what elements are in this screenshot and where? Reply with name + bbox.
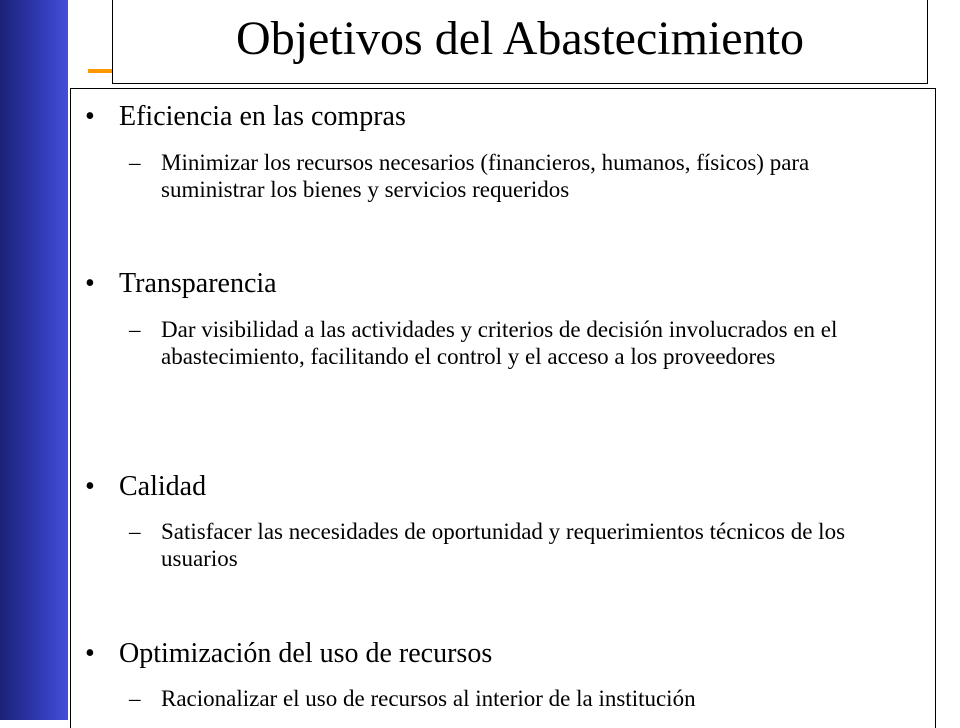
bullet-mark: • <box>85 268 95 299</box>
sub-bullet-text: Minimizar los recursos necesarios (financieros, humanos, físicos) para suministrar los bienes y servicios requeridos <box>161 150 810 202</box>
left-decorative-band <box>0 0 68 720</box>
bullet-mark: • <box>85 471 95 502</box>
dash-mark: – <box>129 519 141 544</box>
bullet-heading: Transparencia <box>119 268 277 299</box>
sub-bullet-text: Dar visibilidad a las actividades y criterios de decisión involucrados en el abastecimiento, facilitando el control y el acceso a los proveedores <box>161 317 838 369</box>
slide-title: Objetivos del Abastecimiento <box>236 12 804 65</box>
dash-mark: – <box>129 317 141 342</box>
content-box <box>70 88 936 728</box>
sub-bullet-text: Racionalizar el uso de recursos al interior de la institución <box>161 686 696 711</box>
bullet-heading: Eficiencia en las compras <box>119 101 406 132</box>
bullet-mark: • <box>85 638 95 669</box>
dash-mark: – <box>129 686 141 711</box>
bullet-mark: • <box>85 101 95 132</box>
sub-bullet-text: Satisfacer las necesidades de oportunidad y requerimientos técnicos de los usuarios <box>161 519 846 571</box>
bullet-heading: Calidad <box>119 471 207 502</box>
dash-mark: – <box>129 150 141 175</box>
bullet-heading: Optimización del uso de recursos <box>119 638 493 669</box>
title-box <box>112 0 928 84</box>
